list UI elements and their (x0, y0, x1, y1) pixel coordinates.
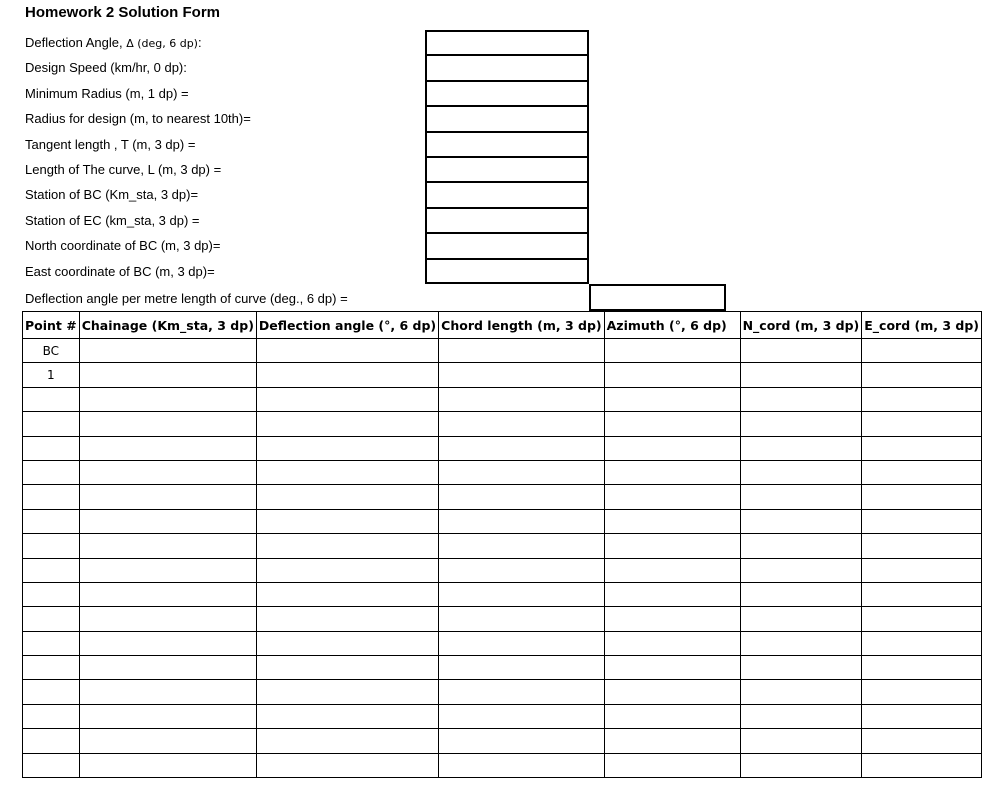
field-label: Minimum Radius (m, 1 dp) = (25, 85, 189, 101)
point-number-cell (23, 680, 80, 704)
answer-box[interactable] (425, 30, 589, 55)
table-cell[interactable] (862, 704, 982, 728)
table-cell[interactable] (79, 607, 256, 631)
answer-box[interactable] (425, 106, 589, 131)
column-header: Deflection angle (°, 6 dp) (256, 312, 438, 339)
table-row (23, 460, 982, 484)
per-metre-deflection-answer-box[interactable] (589, 284, 726, 311)
table-row (23, 485, 982, 509)
table-cell[interactable] (439, 582, 604, 606)
table-cell[interactable] (740, 582, 862, 606)
table-cell[interactable] (604, 412, 740, 436)
answer-box[interactable] (425, 233, 589, 258)
table-cell[interactable] (79, 534, 256, 558)
table-cell[interactable] (862, 729, 982, 753)
table-row (23, 363, 982, 387)
table-cell[interactable] (256, 460, 438, 484)
column-header: Chainage (Km_sta, 3 dp) (79, 312, 256, 339)
table-cell[interactable] (439, 729, 604, 753)
point-number-cell (23, 485, 80, 509)
table-cell[interactable] (439, 460, 604, 484)
table-cell[interactable] (256, 704, 438, 728)
table-cell[interactable] (862, 753, 982, 777)
answer-box[interactable] (425, 81, 589, 106)
table-cell[interactable] (740, 753, 862, 777)
point-number-cell (23, 436, 80, 460)
point-number-cell (23, 582, 80, 606)
table-row (23, 753, 982, 777)
curve-setting-table (22, 311, 982, 778)
table-row (23, 436, 982, 460)
table-cell[interactable] (604, 534, 740, 558)
table-cell[interactable] (862, 509, 982, 533)
table-cell[interactable] (862, 534, 982, 558)
table-cell[interactable] (604, 656, 740, 680)
table-cell[interactable] (256, 363, 438, 387)
table-cell[interactable] (439, 485, 604, 509)
field-label: Station of BC (Km_sta, 3 dp)= (25, 187, 199, 203)
answer-column (425, 30, 589, 284)
point-number-cell (23, 534, 80, 558)
table-cell[interactable] (740, 387, 862, 411)
table-cell[interactable] (740, 485, 862, 509)
table-cell[interactable] (79, 704, 256, 728)
table-cell[interactable] (862, 339, 982, 363)
table-row (23, 558, 982, 582)
table-cell[interactable] (862, 363, 982, 387)
table-cell[interactable] (604, 558, 740, 582)
table-cell[interactable] (256, 412, 438, 436)
table-row (23, 704, 982, 728)
table-cell[interactable] (740, 704, 862, 728)
table-cell[interactable] (79, 729, 256, 753)
point-number-cell (23, 631, 80, 655)
table-cell[interactable] (256, 656, 438, 680)
table-row (23, 339, 982, 363)
point-number-cell (23, 412, 80, 436)
field-label: East coordinate of BC (m, 3 dp)= (25, 263, 215, 279)
table-cell[interactable] (439, 680, 604, 704)
table-cell[interactable] (79, 509, 256, 533)
table-cell[interactable] (256, 485, 438, 509)
table-cell[interactable] (604, 363, 740, 387)
table-cell[interactable] (740, 607, 862, 631)
point-number-cell: 1 (23, 363, 80, 387)
table-cell[interactable] (740, 436, 862, 460)
answer-box[interactable] (425, 132, 589, 157)
table-cell[interactable] (439, 509, 604, 533)
field-label: Tangent length , T (m, 3 dp) = (25, 136, 196, 152)
table-cell[interactable] (439, 704, 604, 728)
point-number-cell (23, 656, 80, 680)
table-row (23, 387, 982, 411)
form-title: Homework 2 Solution Form (25, 4, 221, 21)
table-cell[interactable] (740, 656, 862, 680)
table-cell[interactable] (79, 582, 256, 606)
table-cell[interactable] (740, 339, 862, 363)
table-cell[interactable] (439, 558, 604, 582)
table-cell[interactable] (79, 631, 256, 655)
answer-box[interactable] (425, 208, 589, 233)
table-cell[interactable] (439, 753, 604, 777)
table-cell[interactable] (604, 485, 740, 509)
field-label: Design Speed (km/hr, 0 dp): (25, 60, 187, 76)
table-cell[interactable] (256, 753, 438, 777)
table-cell[interactable] (439, 656, 604, 680)
table-cell[interactable] (862, 436, 982, 460)
table-cell[interactable] (604, 680, 740, 704)
column-header: Point # (23, 312, 80, 339)
table-cell[interactable] (862, 387, 982, 411)
point-number-cell (23, 387, 80, 411)
table-cell[interactable] (79, 460, 256, 484)
table-cell[interactable] (439, 534, 604, 558)
table-cell[interactable] (862, 485, 982, 509)
table-cell[interactable] (604, 460, 740, 484)
table-cell[interactable] (79, 436, 256, 460)
answer-box[interactable] (425, 55, 589, 80)
table-cell[interactable] (256, 436, 438, 460)
point-number-cell (23, 704, 80, 728)
table-cell[interactable] (256, 582, 438, 606)
column-header: Azimuth (°, 6 dp) (604, 312, 740, 339)
table-cell[interactable] (79, 558, 256, 582)
answer-box[interactable] (425, 259, 589, 284)
table-cell[interactable] (79, 339, 256, 363)
table-cell[interactable] (79, 387, 256, 411)
table-cell[interactable] (79, 656, 256, 680)
table-cell[interactable] (439, 412, 604, 436)
table-row (23, 631, 982, 655)
table-row (23, 509, 982, 533)
field-label: Station of EC (km_sta, 3 dp) = (25, 212, 200, 228)
field-label: Length of The curve, L (m, 3 dp) = (25, 162, 222, 177)
table-cell[interactable] (439, 339, 604, 363)
point-number-cell (23, 753, 80, 777)
table-cell[interactable] (439, 387, 604, 411)
answer-box[interactable] (425, 182, 589, 207)
table-row (23, 729, 982, 753)
table-cell[interactable] (604, 387, 740, 411)
table-cell[interactable] (439, 436, 604, 460)
table-cell[interactable] (740, 558, 862, 582)
table-cell[interactable] (862, 631, 982, 655)
table-cell[interactable] (740, 729, 862, 753)
table-header-row (23, 312, 982, 339)
table-cell[interactable] (862, 656, 982, 680)
table-row (23, 656, 982, 680)
table-cell[interactable] (256, 339, 438, 363)
table-cell[interactable] (604, 729, 740, 753)
table-row (23, 582, 982, 606)
table-cell[interactable] (862, 412, 982, 436)
table-cell[interactable] (439, 607, 604, 631)
table-cell[interactable] (740, 534, 862, 558)
table-cell[interactable] (604, 704, 740, 728)
table-cell[interactable] (862, 607, 982, 631)
field-label: Deflection Angle, Δ (deg, 6 dp): (25, 35, 202, 50)
table-row (23, 412, 982, 436)
table-cell[interactable] (862, 680, 982, 704)
table-row (23, 534, 982, 558)
field-label: North coordinate of BC (m, 3 dp)= (25, 238, 221, 254)
column-header: E_cord (m, 3 dp) (862, 312, 982, 339)
table-cell[interactable] (604, 509, 740, 533)
point-number-cell (23, 607, 80, 631)
table-cell[interactable] (604, 339, 740, 363)
table-cell[interactable] (439, 363, 604, 387)
table-cell[interactable] (604, 631, 740, 655)
table-row (23, 680, 982, 704)
table-cell[interactable] (256, 607, 438, 631)
table-cell[interactable] (256, 729, 438, 753)
table-cell[interactable] (79, 753, 256, 777)
table-cell[interactable] (604, 753, 740, 777)
table-cell[interactable] (79, 363, 256, 387)
table-cell[interactable] (740, 460, 862, 484)
column-header: Chord length (m, 3 dp) (439, 312, 604, 339)
table-cell[interactable] (604, 436, 740, 460)
column-header: N_cord (m, 3 dp) (740, 312, 862, 339)
table-cell[interactable] (79, 680, 256, 704)
point-number-cell (23, 460, 80, 484)
table-cell[interactable] (256, 534, 438, 558)
table-cell[interactable] (740, 509, 862, 533)
table-cell[interactable] (256, 509, 438, 533)
table-row (23, 607, 982, 631)
table-cell[interactable] (256, 387, 438, 411)
table-cell[interactable] (740, 680, 862, 704)
table-cell[interactable] (256, 631, 438, 655)
table-cell[interactable] (862, 460, 982, 484)
table-cell[interactable] (256, 680, 438, 704)
answer-box[interactable] (425, 157, 589, 182)
table-cell[interactable] (862, 558, 982, 582)
point-number-cell (23, 509, 80, 533)
table-cell[interactable] (79, 412, 256, 436)
table-cell[interactable] (740, 412, 862, 436)
point-number-cell (23, 729, 80, 753)
table-cell[interactable] (79, 485, 256, 509)
per-metre-deflection-label: Deflection angle per metre length of curve (deg., 6 dp) = (25, 291, 348, 306)
point-number-cell (23, 558, 80, 582)
table-cell[interactable] (439, 631, 604, 655)
point-number-cell: BC (23, 339, 80, 363)
table-cell[interactable] (604, 607, 740, 631)
field-label: Radius for design (m, to nearest 10th)= (25, 111, 251, 127)
table-cell[interactable] (740, 363, 862, 387)
table-cell[interactable] (604, 582, 740, 606)
table-cell[interactable] (862, 582, 982, 606)
table-cell[interactable] (740, 631, 862, 655)
table-cell[interactable] (256, 558, 438, 582)
